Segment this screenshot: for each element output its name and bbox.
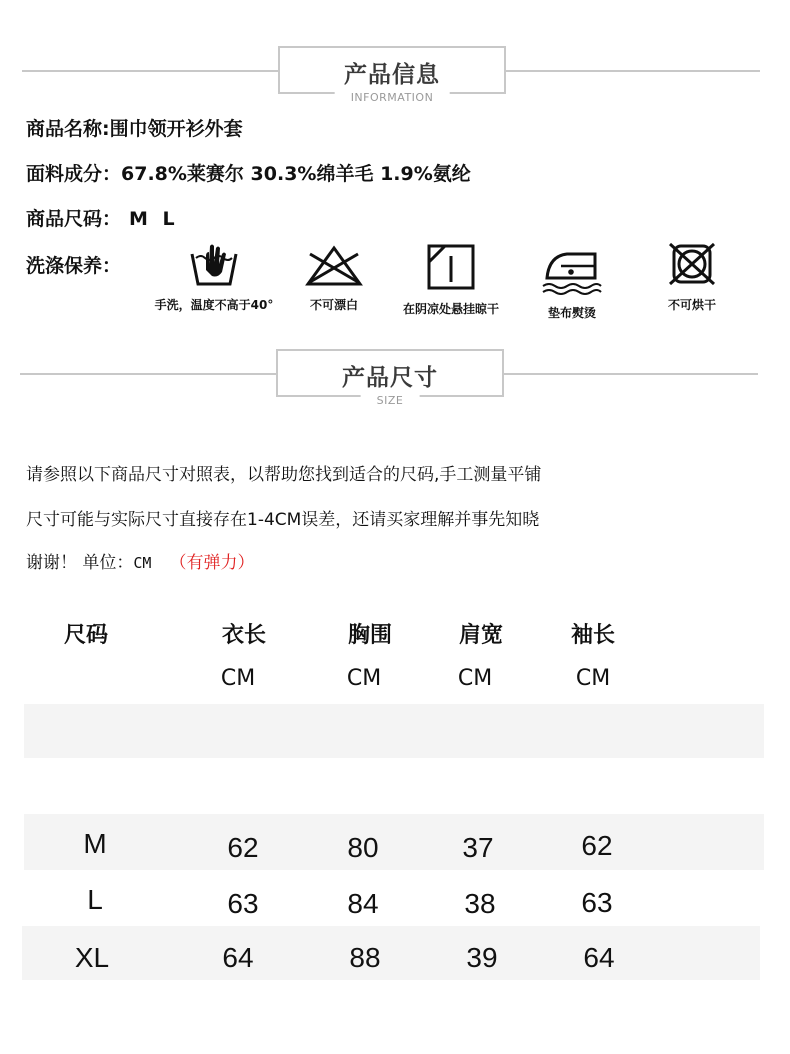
cell-length: 63: [227, 888, 259, 919]
hand-wash-icon: [186, 240, 242, 288]
no-tumble-dry-icon: [664, 240, 720, 288]
fabric-label: 面料成分：: [26, 163, 122, 185]
fabric-value: 67.8%莱赛尔 30.3%绵羊毛 1.9%氨纶: [121, 163, 471, 185]
note-unit: CM: [133, 554, 152, 572]
section-subtitle: SIZE: [361, 394, 420, 407]
table-header-length: 衣长: [221, 623, 266, 648]
no-bleach-icon: [304, 240, 364, 288]
section-subtitle: INFORMATION: [335, 91, 450, 104]
cell-chest: 88: [349, 942, 381, 973]
product-name-value: 围巾领开衫外套: [109, 118, 243, 140]
care-label-no-dry: 不可烘干: [667, 298, 716, 312]
care-icons: [0, 240, 790, 330]
header-rule-right: [506, 70, 760, 72]
table-unit-sleeve: CM: [575, 666, 611, 691]
cell-size: XL: [74, 942, 110, 973]
care-label-no-bleach: 不可漂白: [309, 298, 358, 312]
note-thanks: 谢谢！ 单位：: [26, 553, 134, 573]
care-item-no-dry: [617, 240, 767, 313]
cell-chest: 84: [347, 888, 379, 919]
cell-shoulder: 39: [466, 942, 498, 973]
header-box: [276, 349, 504, 407]
care-label: 洗涤保养：: [26, 255, 122, 277]
cell-chest: 80: [347, 832, 379, 863]
note-line-3: [26, 548, 254, 573]
header-rule-left: [22, 70, 278, 72]
section-title: 产品尺寸: [342, 365, 438, 391]
cell-length: 62: [227, 832, 259, 863]
note-line-1: 请参照以下商品尺寸对照表，以帮助您找到适合的尺码,手工测量平铺: [26, 465, 542, 485]
stretch-note: （有弹力）: [169, 553, 255, 573]
size-row: [26, 204, 179, 231]
table-unit-chest: CM: [346, 666, 382, 691]
care-label-iron: 垫布熨烫: [547, 306, 596, 320]
table-unit-shoulder: CM: [457, 666, 493, 691]
care-label-hand-wash: 手洗，温度不高于40°: [154, 298, 274, 312]
table-blank-band: [24, 704, 764, 758]
note-line-2: 尺寸可能与实际尺寸直接存在1-4CM误差，还请买家理解并事先知晓: [26, 510, 540, 530]
cell-sleeve: 64: [583, 942, 615, 973]
section-header-size: [0, 349, 790, 411]
care-label-line-dry: 在阴凉处悬挂晾干: [402, 302, 499, 316]
header-rule-left: [20, 373, 276, 375]
section-header-info: [0, 46, 790, 108]
table-header-size: 尺码: [63, 623, 108, 648]
cell-sleeve: 62: [581, 830, 613, 861]
line-dry-shade-icon: [423, 240, 479, 292]
table-unit-length: CM: [220, 666, 256, 691]
product-name-row: [26, 114, 243, 141]
cell-sleeve: 63: [581, 887, 613, 918]
product-name-label: 商品名称:: [26, 118, 110, 140]
table-header-chest: 胸围: [347, 623, 392, 648]
size-label: 商品尺码：: [26, 208, 122, 230]
size-value: M L: [129, 208, 179, 230]
cell-shoulder: 38: [464, 888, 496, 919]
cell-length: 64: [222, 942, 254, 973]
header-box: [278, 46, 506, 104]
cell-size: L: [87, 884, 103, 915]
section-title: 产品信息: [344, 62, 440, 88]
cell-shoulder: 37: [462, 832, 494, 863]
table-header-sleeve: 袖长: [570, 623, 615, 648]
cell-size: M: [83, 828, 107, 859]
table-header-shoulder: 肩宽: [458, 623, 503, 648]
iron-with-cloth-icon: [539, 240, 605, 296]
fabric-row: [26, 159, 471, 186]
header-rule-right: [504, 373, 758, 375]
